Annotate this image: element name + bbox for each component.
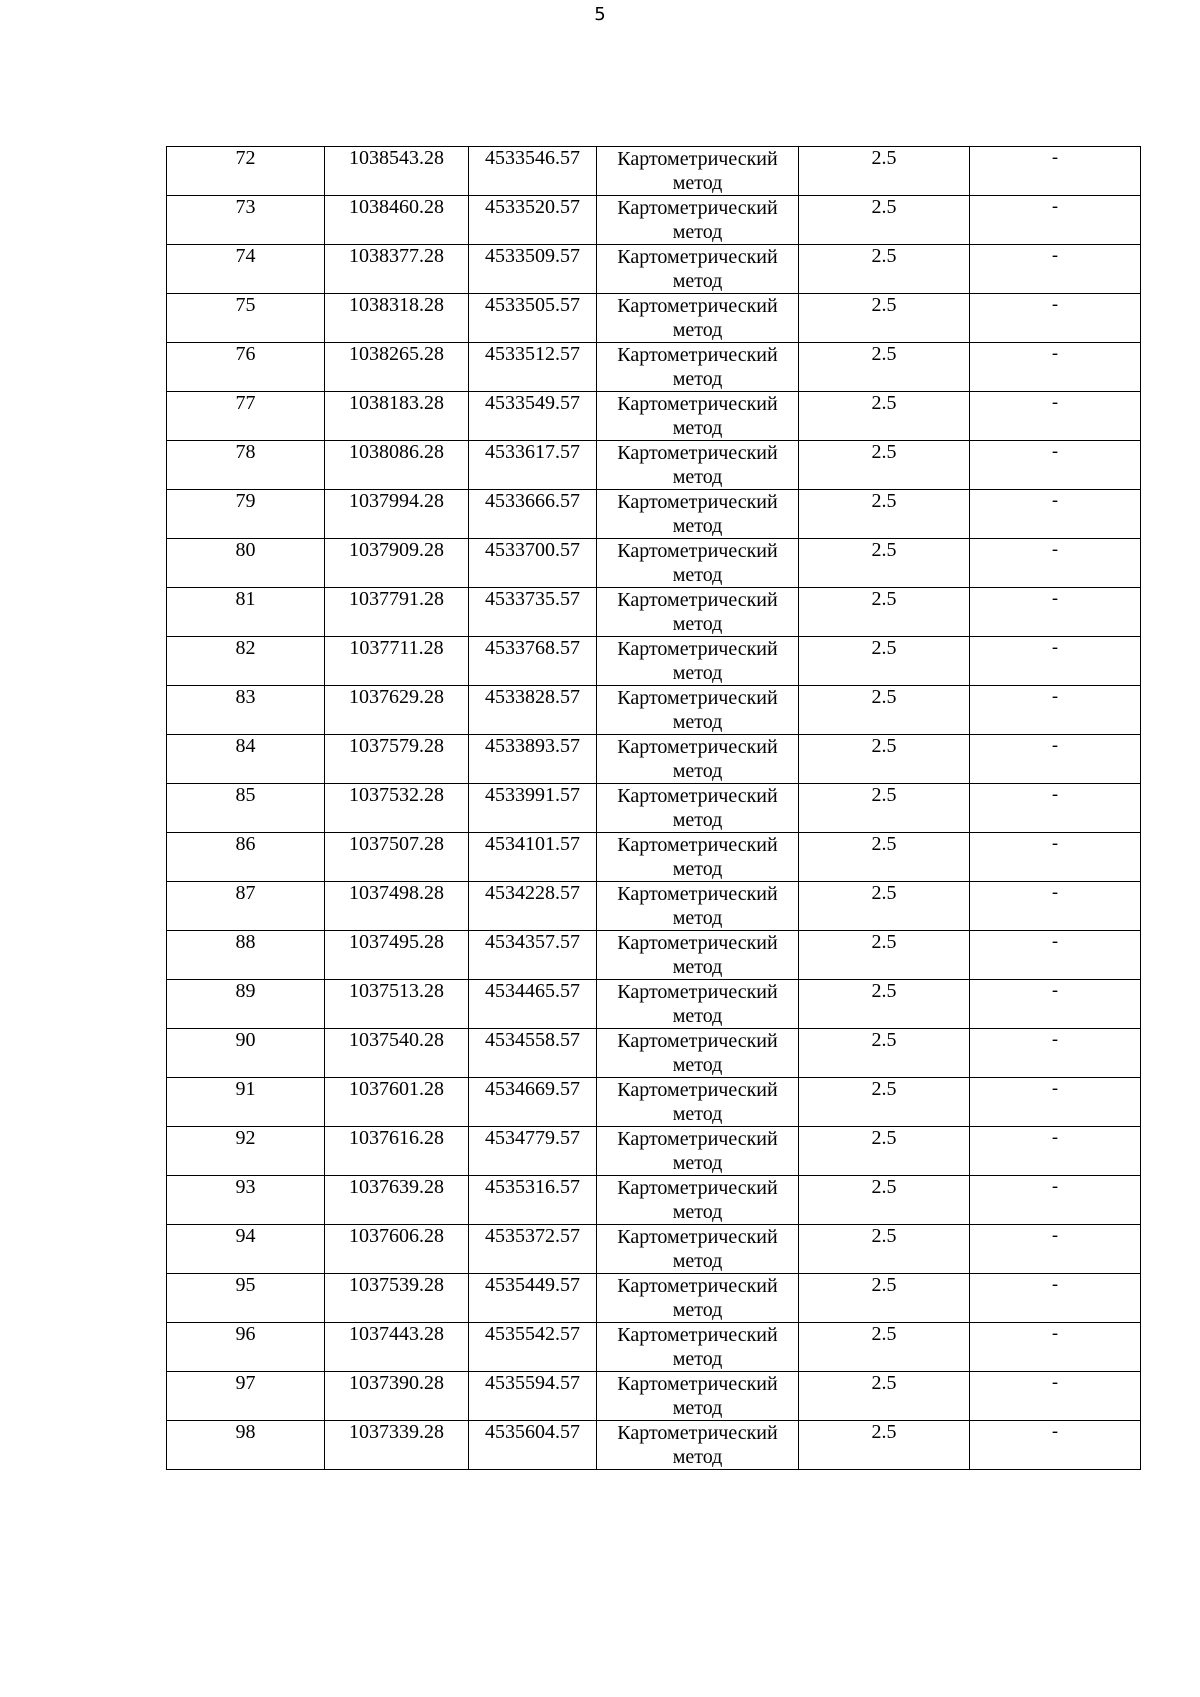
note-cell: - — [970, 1372, 1141, 1421]
point-number-cell: 86 — [167, 833, 325, 882]
note-cell: - — [970, 490, 1141, 539]
table-row — [167, 441, 1141, 490]
method-cell — [597, 245, 799, 294]
note-cell: - — [970, 147, 1141, 196]
y-coordinate-cell: 4534228.57 — [469, 882, 597, 931]
method-line-2: метод — [672, 907, 723, 929]
point-number-cell: 73 — [167, 196, 325, 245]
method-line-1: Картометрический — [617, 491, 778, 513]
y-coordinate-cell: 4533546.57 — [469, 147, 597, 196]
x-coordinate-cell: 1037629.28 — [325, 686, 469, 735]
note-cell: - — [970, 980, 1141, 1029]
x-coordinate-cell: 1037443.28 — [325, 1323, 469, 1372]
x-coordinate-cell: 1037390.28 — [325, 1372, 469, 1421]
point-number-cell: 79 — [167, 490, 325, 539]
method-cell — [597, 833, 799, 882]
note-cell: - — [970, 1127, 1141, 1176]
method-cell — [597, 294, 799, 343]
accuracy-cell: 2.5 — [799, 833, 970, 882]
method-line-1: Картометрический — [617, 1422, 778, 1444]
method-cell — [597, 441, 799, 490]
point-number-cell: 83 — [167, 686, 325, 735]
x-coordinate-cell: 1038265.28 — [325, 343, 469, 392]
y-coordinate-cell: 4535449.57 — [469, 1274, 597, 1323]
method-line-1: Картометрический — [617, 1079, 778, 1101]
accuracy-cell: 2.5 — [799, 980, 970, 1029]
table-row — [167, 1029, 1141, 1078]
y-coordinate-cell: 4533768.57 — [469, 637, 597, 686]
method-line-1: Картометрический — [617, 344, 778, 366]
point-number-cell: 89 — [167, 980, 325, 1029]
accuracy-cell: 2.5 — [799, 1078, 970, 1127]
point-number-cell: 74 — [167, 245, 325, 294]
x-coordinate-cell: 1037507.28 — [325, 833, 469, 882]
accuracy-cell: 2.5 — [799, 490, 970, 539]
y-coordinate-cell: 4533512.57 — [469, 343, 597, 392]
y-coordinate-cell: 4533991.57 — [469, 784, 597, 833]
coordinates-table — [166, 146, 1141, 1470]
accuracy-cell: 2.5 — [799, 1176, 970, 1225]
method-line-1: Картометрический — [617, 1226, 778, 1248]
x-coordinate-cell: 1037539.28 — [325, 1274, 469, 1323]
method-cell — [597, 1029, 799, 1078]
note-cell: - — [970, 931, 1141, 980]
table-row — [167, 833, 1141, 882]
method-cell — [597, 1225, 799, 1274]
note-cell: - — [970, 1323, 1141, 1372]
method-line-2: метод — [672, 368, 723, 390]
method-line-1: Картометрический — [617, 736, 778, 758]
y-coordinate-cell: 4534779.57 — [469, 1127, 597, 1176]
accuracy-cell: 2.5 — [799, 343, 970, 392]
method-line-2: метод — [672, 711, 723, 733]
note-cell: - — [970, 735, 1141, 784]
method-line-1: Картометрический — [617, 148, 778, 170]
note-cell: - — [970, 196, 1141, 245]
method-cell — [597, 1127, 799, 1176]
table-row — [167, 1274, 1141, 1323]
method-cell — [597, 147, 799, 196]
method-line-2: метод — [672, 1348, 723, 1370]
x-coordinate-cell: 1038183.28 — [325, 392, 469, 441]
accuracy-cell: 2.5 — [799, 1372, 970, 1421]
table-row — [167, 1372, 1141, 1421]
method-line-2: метод — [672, 662, 723, 684]
method-line-2: метод — [672, 270, 723, 292]
table-row — [167, 931, 1141, 980]
note-cell: - — [970, 833, 1141, 882]
accuracy-cell: 2.5 — [799, 441, 970, 490]
accuracy-cell: 2.5 — [799, 1421, 970, 1470]
point-number-cell: 82 — [167, 637, 325, 686]
method-cell — [597, 980, 799, 1029]
table-row — [167, 588, 1141, 637]
table-row — [167, 1127, 1141, 1176]
method-cell — [597, 735, 799, 784]
table-row — [167, 784, 1141, 833]
point-number-cell: 88 — [167, 931, 325, 980]
method-line-1: Картометрический — [617, 589, 778, 611]
method-cell — [597, 588, 799, 637]
method-line-1: Картометрический — [617, 1324, 778, 1346]
y-coordinate-cell: 4533617.57 — [469, 441, 597, 490]
note-cell: - — [970, 637, 1141, 686]
y-coordinate-cell: 4535594.57 — [469, 1372, 597, 1421]
accuracy-cell: 2.5 — [799, 1323, 970, 1372]
method-line-2: метод — [672, 613, 723, 635]
method-line-2: метод — [672, 1201, 723, 1223]
accuracy-cell: 2.5 — [799, 1029, 970, 1078]
note-cell: - — [970, 1078, 1141, 1127]
y-coordinate-cell: 4534558.57 — [469, 1029, 597, 1078]
y-coordinate-cell: 4535604.57 — [469, 1421, 597, 1470]
accuracy-cell: 2.5 — [799, 392, 970, 441]
table-row — [167, 196, 1141, 245]
y-coordinate-cell: 4535372.57 — [469, 1225, 597, 1274]
method-line-1: Картометрический — [617, 197, 778, 219]
point-number-cell: 90 — [167, 1029, 325, 1078]
method-cell — [597, 196, 799, 245]
method-line-2: метод — [672, 466, 723, 488]
y-coordinate-cell: 4534101.57 — [469, 833, 597, 882]
method-line-1: Картометрический — [617, 1373, 778, 1395]
x-coordinate-cell: 1037711.28 — [325, 637, 469, 686]
x-coordinate-cell: 1038460.28 — [325, 196, 469, 245]
point-number-cell: 91 — [167, 1078, 325, 1127]
point-number-cell: 76 — [167, 343, 325, 392]
table-row — [167, 882, 1141, 931]
accuracy-cell: 2.5 — [799, 1274, 970, 1323]
x-coordinate-cell: 1037339.28 — [325, 1421, 469, 1470]
point-number-cell: 75 — [167, 294, 325, 343]
table-row — [167, 735, 1141, 784]
note-cell: - — [970, 882, 1141, 931]
point-number-cell: 72 — [167, 147, 325, 196]
method-line-1: Картометрический — [617, 393, 778, 415]
method-cell — [597, 637, 799, 686]
method-cell — [597, 1176, 799, 1225]
y-coordinate-cell: 4533735.57 — [469, 588, 597, 637]
accuracy-cell: 2.5 — [799, 196, 970, 245]
accuracy-cell: 2.5 — [799, 637, 970, 686]
method-line-2: метод — [672, 858, 723, 880]
point-number-cell: 84 — [167, 735, 325, 784]
accuracy-cell: 2.5 — [799, 1225, 970, 1274]
method-line-1: Картометрический — [617, 1030, 778, 1052]
method-line-1: Картометрический — [617, 1275, 778, 1297]
x-coordinate-cell: 1037532.28 — [325, 784, 469, 833]
page-number: 5 — [594, 4, 606, 25]
method-line-2: метод — [672, 221, 723, 243]
y-coordinate-cell: 4533828.57 — [469, 686, 597, 735]
point-number-cell: 78 — [167, 441, 325, 490]
table-row — [167, 1323, 1141, 1372]
method-line-1: Картометрический — [617, 981, 778, 1003]
method-cell — [597, 784, 799, 833]
method-line-1: Картометрический — [617, 687, 778, 709]
table-body — [167, 147, 1141, 1470]
table-row — [167, 294, 1141, 343]
method-cell — [597, 392, 799, 441]
method-line-1: Картометрический — [617, 638, 778, 660]
x-coordinate-cell: 1037498.28 — [325, 882, 469, 931]
method-line-2: метод — [672, 1299, 723, 1321]
note-cell: - — [970, 441, 1141, 490]
accuracy-cell: 2.5 — [799, 294, 970, 343]
point-number-cell: 92 — [167, 1127, 325, 1176]
method-line-1: Картометрический — [617, 883, 778, 905]
x-coordinate-cell: 1037606.28 — [325, 1225, 469, 1274]
x-coordinate-cell: 1037791.28 — [325, 588, 469, 637]
x-coordinate-cell: 1037513.28 — [325, 980, 469, 1029]
note-cell: - — [970, 1421, 1141, 1470]
method-line-1: Картометрический — [617, 442, 778, 464]
method-line-2: метод — [672, 172, 723, 194]
table-row — [167, 490, 1141, 539]
note-cell: - — [970, 1225, 1141, 1274]
method-cell — [597, 686, 799, 735]
method-line-2: метод — [672, 1103, 723, 1125]
method-line-1: Картометрический — [617, 1177, 778, 1199]
x-coordinate-cell: 1038318.28 — [325, 294, 469, 343]
table-row — [167, 637, 1141, 686]
table-row — [167, 343, 1141, 392]
point-number-cell: 85 — [167, 784, 325, 833]
note-cell: - — [970, 392, 1141, 441]
y-coordinate-cell: 4533549.57 — [469, 392, 597, 441]
table-row — [167, 1225, 1141, 1274]
y-coordinate-cell: 4533509.57 — [469, 245, 597, 294]
method-line-1: Картометрический — [617, 785, 778, 807]
y-coordinate-cell: 4534357.57 — [469, 931, 597, 980]
accuracy-cell: 2.5 — [799, 735, 970, 784]
table-row — [167, 245, 1141, 294]
x-coordinate-cell: 1037909.28 — [325, 539, 469, 588]
point-number-cell: 95 — [167, 1274, 325, 1323]
method-cell — [597, 1323, 799, 1372]
point-number-cell: 94 — [167, 1225, 325, 1274]
method-line-1: Картометрический — [617, 246, 778, 268]
table-row — [167, 147, 1141, 196]
x-coordinate-cell: 1038377.28 — [325, 245, 469, 294]
method-line-2: метод — [672, 319, 723, 341]
x-coordinate-cell: 1037579.28 — [325, 735, 469, 784]
method-line-2: метод — [672, 1005, 723, 1027]
x-coordinate-cell: 1037994.28 — [325, 490, 469, 539]
y-coordinate-cell: 4533520.57 — [469, 196, 597, 245]
method-line-1: Картометрический — [617, 1128, 778, 1150]
table-row — [167, 686, 1141, 735]
x-coordinate-cell: 1037601.28 — [325, 1078, 469, 1127]
note-cell: - — [970, 588, 1141, 637]
accuracy-cell: 2.5 — [799, 931, 970, 980]
point-number-cell: 77 — [167, 392, 325, 441]
method-line-1: Картометрический — [617, 295, 778, 317]
accuracy-cell: 2.5 — [799, 245, 970, 294]
point-number-cell: 80 — [167, 539, 325, 588]
method-cell — [597, 490, 799, 539]
y-coordinate-cell: 4535316.57 — [469, 1176, 597, 1225]
method-line-1: Картометрический — [617, 540, 778, 562]
method-line-1: Картометрический — [617, 932, 778, 954]
method-line-2: метод — [672, 760, 723, 782]
method-line-2: метод — [672, 564, 723, 586]
point-number-cell: 98 — [167, 1421, 325, 1470]
method-line-2: метод — [672, 809, 723, 831]
method-line-2: метод — [672, 1054, 723, 1076]
x-coordinate-cell: 1038086.28 — [325, 441, 469, 490]
method-cell — [597, 1421, 799, 1470]
x-coordinate-cell: 1037540.28 — [325, 1029, 469, 1078]
method-line-2: метод — [672, 956, 723, 978]
x-coordinate-cell: 1037616.28 — [325, 1127, 469, 1176]
method-line-1: Картометрический — [617, 834, 778, 856]
point-number-cell: 96 — [167, 1323, 325, 1372]
note-cell: - — [970, 1176, 1141, 1225]
note-cell: - — [970, 245, 1141, 294]
point-number-cell: 87 — [167, 882, 325, 931]
note-cell: - — [970, 343, 1141, 392]
note-cell: - — [970, 1274, 1141, 1323]
table-row — [167, 1078, 1141, 1127]
table-row — [167, 980, 1141, 1029]
accuracy-cell: 2.5 — [799, 1127, 970, 1176]
method-cell — [597, 931, 799, 980]
table-row — [167, 1176, 1141, 1225]
x-coordinate-cell: 1037495.28 — [325, 931, 469, 980]
method-line-2: метод — [672, 1250, 723, 1272]
note-cell: - — [970, 686, 1141, 735]
accuracy-cell: 2.5 — [799, 686, 970, 735]
method-cell — [597, 1372, 799, 1421]
method-line-2: метод — [672, 1446, 723, 1468]
note-cell: - — [970, 1029, 1141, 1078]
y-coordinate-cell: 4533700.57 — [469, 539, 597, 588]
x-coordinate-cell: 1037639.28 — [325, 1176, 469, 1225]
point-number-cell: 93 — [167, 1176, 325, 1225]
note-cell: - — [970, 539, 1141, 588]
accuracy-cell: 2.5 — [799, 882, 970, 931]
note-cell: - — [970, 294, 1141, 343]
point-number-cell: 97 — [167, 1372, 325, 1421]
table-row — [167, 392, 1141, 441]
y-coordinate-cell: 4533666.57 — [469, 490, 597, 539]
method-cell — [597, 539, 799, 588]
method-cell — [597, 1078, 799, 1127]
method-cell — [597, 882, 799, 931]
y-coordinate-cell: 4535542.57 — [469, 1323, 597, 1372]
y-coordinate-cell: 4534669.57 — [469, 1078, 597, 1127]
point-number-cell: 81 — [167, 588, 325, 637]
note-cell: - — [970, 784, 1141, 833]
table-row — [167, 1421, 1141, 1470]
method-line-2: метод — [672, 1397, 723, 1419]
y-coordinate-cell: 4534465.57 — [469, 980, 597, 1029]
accuracy-cell: 2.5 — [799, 147, 970, 196]
method-line-2: метод — [672, 515, 723, 537]
x-coordinate-cell: 1038543.28 — [325, 147, 469, 196]
method-cell — [597, 343, 799, 392]
table-row — [167, 539, 1141, 588]
accuracy-cell: 2.5 — [799, 784, 970, 833]
method-cell — [597, 1274, 799, 1323]
y-coordinate-cell: 4533505.57 — [469, 294, 597, 343]
y-coordinate-cell: 4533893.57 — [469, 735, 597, 784]
accuracy-cell: 2.5 — [799, 588, 970, 637]
method-line-2: метод — [672, 417, 723, 439]
accuracy-cell: 2.5 — [799, 539, 970, 588]
method-line-2: метод — [672, 1152, 723, 1174]
